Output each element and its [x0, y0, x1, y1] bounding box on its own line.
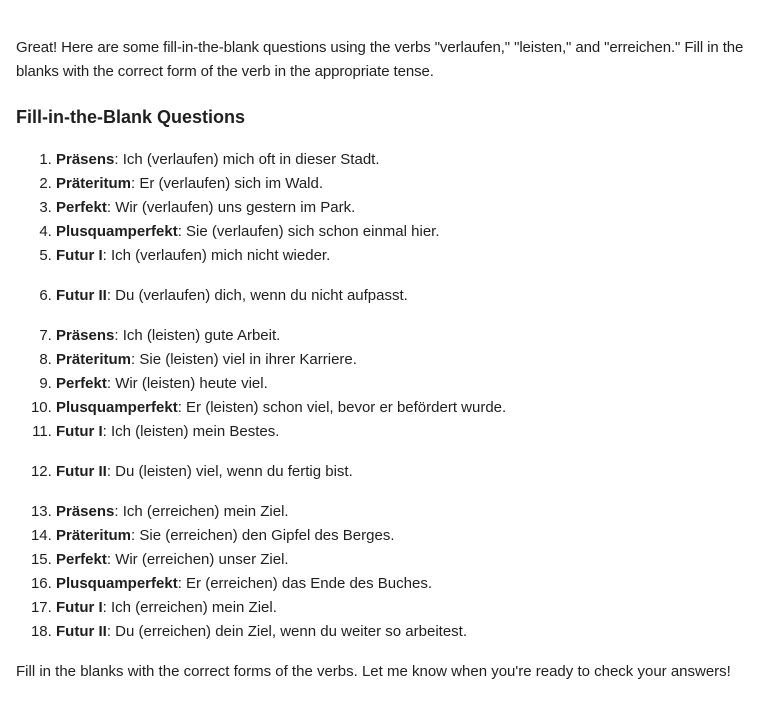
tense-label: Präsens	[56, 151, 115, 168]
question-text: : Er (erreichen) das Ende des Buches.	[177, 575, 432, 592]
tense-label: Präsens	[56, 503, 115, 520]
question-text: : Du (erreichen) dein Ziel, wenn du weiter so arbeitest.	[106, 623, 467, 640]
question-item	[56, 196, 768, 220]
tense-label: Futur I	[56, 599, 103, 616]
question-text: : Ich (verlaufen) mich oft in dieser Stadt.	[114, 151, 380, 168]
question-item	[56, 460, 768, 484]
question-item	[56, 524, 768, 548]
tense-label: Präteritum	[56, 527, 132, 544]
question-item	[56, 348, 768, 372]
question-text: : Du (verlaufen) dich, wenn du nicht aufpasst.	[106, 287, 408, 304]
tense-label: Plusquamperfekt	[56, 575, 178, 592]
question-item	[56, 620, 768, 644]
question-item	[56, 324, 768, 348]
question-list	[16, 148, 768, 644]
intro-paragraph: Great! Here are some fill-in-the-blank questions using the verbs "verlaufen," "leisten," and "erreichen." Fill in the blanks with the correct form of the verb in the appropriate tense.	[16, 39, 744, 80]
tense-label: Präteritum	[56, 351, 132, 368]
question-item	[56, 244, 768, 268]
question-text: : Ich (leisten) gute Arbeit.	[114, 327, 281, 344]
section-heading: Fill-in-the-Blank Questions	[16, 107, 246, 127]
question-text: : Ich (leisten) mein Bestes.	[102, 423, 280, 440]
question-item	[56, 596, 768, 620]
question-text: : Wir (erreichen) unser Ziel.	[106, 551, 289, 568]
question-text: : Wir (verlaufen) uns gestern im Park.	[106, 199, 356, 216]
question-item	[56, 396, 768, 420]
question-text: : Ich (verlaufen) mich nicht wieder.	[102, 247, 331, 264]
question-item	[56, 284, 768, 308]
question-item	[56, 148, 768, 172]
tense-label: Futur I	[56, 423, 103, 440]
question-text: : Sie (leisten) viel in ihrer Karriere.	[131, 351, 357, 368]
tense-label: Plusquamperfekt	[56, 399, 178, 416]
question-item	[56, 220, 768, 244]
outro-paragraph: Fill in the blanks with the correct forms of the verbs. Let me know when you're ready to check your answers!	[16, 663, 731, 680]
question-item	[56, 548, 768, 572]
tense-label: Plusquamperfekt	[56, 223, 178, 240]
question-text: : Er (leisten) schon viel, bevor er befördert wurde.	[177, 399, 507, 416]
tense-label: Futur II	[56, 623, 107, 640]
question-text: : Ich (erreichen) mein Ziel.	[114, 503, 289, 520]
chat-message	[16, 36, 768, 684]
question-item	[56, 372, 768, 396]
tense-label: Futur I	[56, 247, 103, 264]
tense-label: Perfekt	[56, 551, 107, 568]
question-item	[56, 572, 768, 596]
tense-label: Futur II	[56, 287, 107, 304]
tense-label: Perfekt	[56, 375, 107, 392]
tense-label: Futur II	[56, 463, 107, 480]
question-text: : Ich (erreichen) mein Ziel.	[102, 599, 277, 616]
question-item	[56, 172, 768, 196]
question-text: : Sie (erreichen) den Gipfel des Berges.	[131, 527, 395, 544]
tense-label: Perfekt	[56, 199, 107, 216]
tense-label: Präsens	[56, 327, 115, 344]
question-item	[56, 420, 768, 444]
question-item	[56, 500, 768, 524]
question-text: : Er (verlaufen) sich im Wald.	[131, 175, 324, 192]
question-text: : Wir (leisten) heute viel.	[106, 375, 268, 392]
tense-label: Präteritum	[56, 175, 132, 192]
question-text: : Sie (verlaufen) sich schon einmal hier.	[177, 223, 440, 240]
question-text: : Du (leisten) viel, wenn du fertig bist.	[106, 463, 353, 480]
